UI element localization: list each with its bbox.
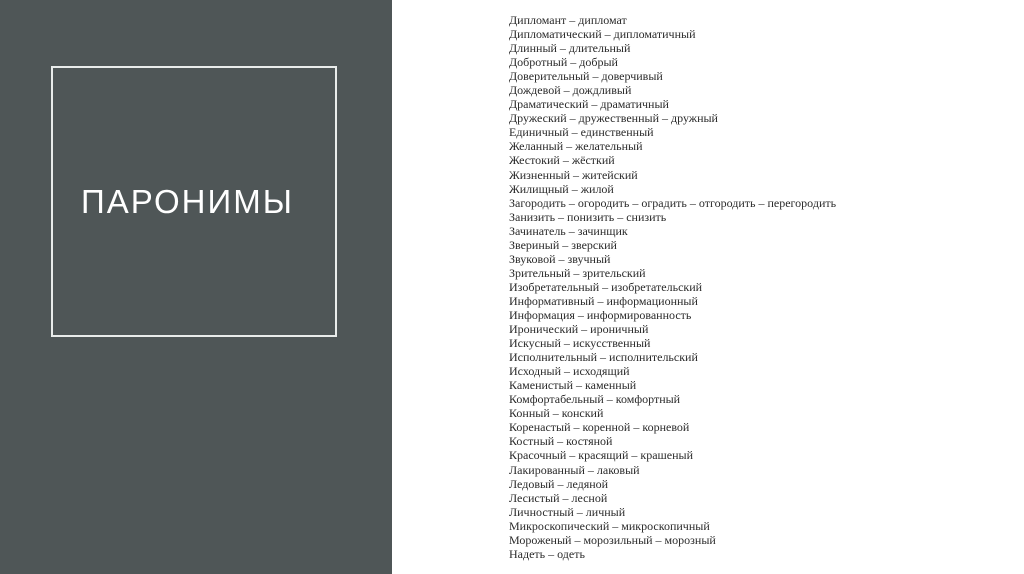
paronym-item: Звериный – зверский [509, 237, 617, 252]
paronym-item: Длинный – длительный [509, 41, 631, 56]
paronym-item: Жизненный – житейский [509, 167, 638, 182]
paronym-item: Лесистый – лесной [509, 490, 608, 505]
paronym-item: Желанный – желательный [509, 139, 643, 154]
paronym-item: Мороженый – морозильный – морозный [509, 532, 716, 547]
paronym-item: Исполнительный – исполнительский [509, 350, 698, 365]
paronym-item: Дипломатический – дипломатичный [509, 27, 696, 42]
paronym-item: Каменистый – каменный [509, 378, 637, 393]
paronym-item: Изобретательный – изобретательский [509, 279, 703, 294]
paronym-item: Добротный – добрый [509, 55, 618, 70]
paronym-item: Исходный – исходящий [509, 364, 630, 379]
paronym-item: Информация – информированность [509, 307, 692, 322]
paronym-item: Ледовый – ледяной [509, 476, 609, 491]
paronym-item: Личностный – личный [509, 504, 626, 519]
content-panel [392, 0, 1024, 574]
paronym-item: Коренастый – коренной – корневой [509, 420, 690, 435]
paronym-item: Надеть – одеть [509, 546, 585, 561]
paronym-item: Дружеский – дружественный – дружный [509, 111, 718, 126]
paronym-item: Единичный – единственный [509, 125, 654, 140]
paronym-item: Лакированный – лаковый [509, 462, 640, 477]
paronym-item: Загородить – огородить – оградить – отгородить – перегородить [509, 195, 837, 210]
paronym-item: Жилищный – жилой [509, 181, 614, 196]
paronym-item: Красочный – красящий – крашеный [509, 448, 694, 463]
paronym-item: Жестокий – жёсткий [509, 153, 615, 168]
paronym-item: Микроскопический – микроскопичный [509, 518, 710, 533]
paronym-item: Занизить – понизить – снизить [509, 209, 667, 224]
paronym-item: Зрительный – зрительский [509, 265, 646, 280]
paronym-item: Комфортабельный – комфортный [509, 392, 681, 407]
paronym-item: Драматический – драматичный [509, 97, 669, 112]
title-frame [51, 66, 337, 337]
paronym-item: Дождевой – дождливый [509, 83, 632, 98]
paronym-item: Доверительный – доверчивый [509, 69, 663, 84]
paronym-item: Звуковой – звучный [509, 251, 611, 266]
paronym-item: Иронический – ироничный [509, 322, 649, 337]
paronym-item: Зачинатель – зачинщик [509, 223, 628, 238]
paronym-list [509, 13, 836, 561]
paronym-item: Дипломант – дипломат [509, 13, 627, 27]
paronym-item: Конный – конский [509, 406, 604, 421]
paronym-item: Костный – костяной [509, 434, 613, 449]
paronym-item: Информативный – информационный [509, 293, 698, 308]
slide-title: ПАРОНИМЫ [81, 183, 294, 220]
paronym-item: Искусный – искусственный [509, 336, 651, 351]
title-panel [0, 0, 392, 574]
